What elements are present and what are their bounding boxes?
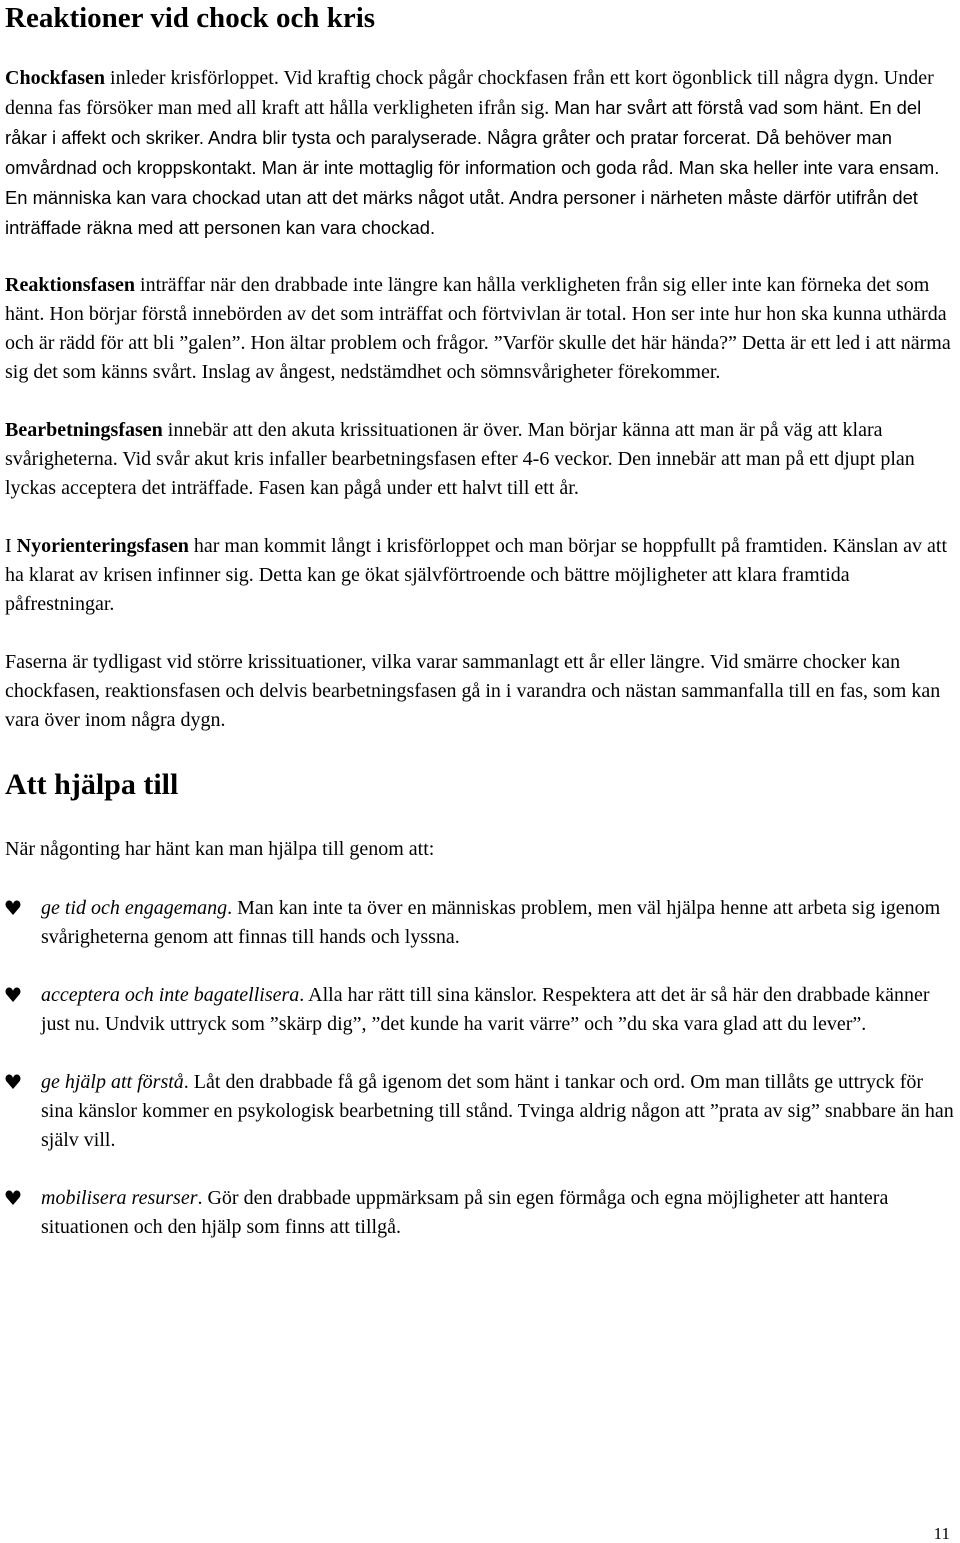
list-item xyxy=(5,981,960,1039)
section-heading: Att hjälpa till xyxy=(5,768,179,801)
term-bearbetningsfasen: Bearbetningsfasen xyxy=(5,419,163,441)
bullet-term: ge tid och engagemang xyxy=(41,897,228,919)
list-item xyxy=(5,1068,960,1155)
term-reaktionsfasen: Reaktionsfasen xyxy=(5,274,136,296)
bullet-term: ge hjälp att förstå xyxy=(41,1071,184,1093)
bullet-term: mobilisera resurser xyxy=(41,1187,198,1209)
page-number: 11 xyxy=(933,1524,950,1543)
heart-icon xyxy=(5,1189,21,1207)
paragraph-text: innebär att den akuta krissituationen är över. Man börjar känna att man är på väg att klara svårigheterna. Vid svår akut kris infaller bearbetningsfasen efter 4-6 veckor. Den innebär att man på ett djupt plan lyckas acceptera det inträffade. Fasen kan pågå under ett halvt till ett år. xyxy=(5,419,915,499)
paragraph-faserna: Faserna är tydligast vid större krissituationer, vilka varar sammanlagt ett år eller längre. Vid smärre chocker kan chockfasen, reaktionsfasen och delvis bearbetningsfasen gå in i varandra och nästan sammanfalla till en fas, som kan vara över inom några dygn. xyxy=(5,651,941,731)
bullet-term: acceptera och inte bagatellisera xyxy=(41,984,300,1006)
paragraph-text: inleder krisförloppet. Vid kraftig chock pågår chockfasen från ett kort ögonblick till några dygn. Under denna fas försöker man med all kraft att hålla verkligheten ifrån sig. xyxy=(5,67,934,119)
paragraph-reaktionsfasen xyxy=(5,271,960,387)
term-nyorienteringsfasen: Nyorienteringsfasen xyxy=(16,535,189,557)
paragraph-text: har man kommit långt i krisförloppet och man börjar se hoppfullt på framtiden. Känslan av att ha klarat av krisen infinner sig. Detta kan ge ökat självförtroende och bättre möjligheter att klara framtida påfrestningar. xyxy=(5,535,948,615)
section-intro: När någonting har hänt kan man hjälpa till genom att: xyxy=(5,838,435,860)
paragraph-text: inträffar när den drabbade inte längre kan hålla verkligheten från sig eller inte kan förneka det som hänt. Hon börjar förstå innebörden av det som inträffat och förtvivlan är total. Hon ser inte hur hon ska kunna uthärda och är rädd för att bli ”galen”. Hon ältar problem och frågor. ”Varför skulle det här hända?” Detta är ett led i att närma sig det som känns svårt. Inslag av ångest, nedstämdhet och sömnsvårigheter förekommer. xyxy=(5,274,951,383)
paragraph-bearbetningsfasen xyxy=(5,416,960,503)
bullet-text: . Man kan inte ta över en människas problem, men väl hjälpa henne att arbeta sig igenom svårigheterna genom att finnas till hands och lyssna. xyxy=(41,897,941,948)
page-title: Reaktioner vid chock och kris xyxy=(5,2,376,34)
paragraph-chockfasen xyxy=(5,64,960,243)
help-list xyxy=(5,894,960,1242)
bullet-text: . Gör den drabbade uppmärksam på sin egen förmåga och egna möjligheter att hantera situationen och den hjälp som finns att tillgå. xyxy=(41,1187,889,1238)
bullet-text: . Låt den drabbade få gå igenom det som hänt i tankar och ord. Om man tillåts ge uttryck för sina känslor kommer en psykologisk bearbetning till stånd. Tvinga aldrig någon att ”prata av sig” snabbare än han själv vill. xyxy=(41,1071,954,1151)
document-page xyxy=(5,0,960,1242)
paragraph-nyorienteringsfasen xyxy=(5,532,960,619)
paragraph-text-sans: Man har svårt att förstå vad som hänt. En del råkar i affekt och skriker. Andra blir tysta och paralyserade. Några gråter och pratar forcerat. Då behöver man omvårdnad och kroppskontakt. Man är inte mottaglig för information och goda råd. Man ska heller inte vara ensam. En människa kan vara chockad utan att det märks något utåt. Andra personer i närheten måste därför utifrån det inträffade räkna med att personen kan vara chockad. xyxy=(5,97,940,238)
heart-icon xyxy=(5,1073,21,1091)
list-item xyxy=(5,894,960,952)
heart-icon xyxy=(5,986,21,1004)
paragraph-prefix: I xyxy=(5,535,17,557)
list-item xyxy=(5,1184,960,1242)
heart-icon xyxy=(5,899,21,917)
term-chockfasen: Chockfasen xyxy=(5,67,106,89)
bullet-text: . Alla har rätt till sina känslor. Respektera att det är så här den drabbade känner just nu. Undvik uttryck som ”skärp dig”, ”det kunde ha varit värre” och ”du ska vara glad att du lever”. xyxy=(41,984,930,1035)
